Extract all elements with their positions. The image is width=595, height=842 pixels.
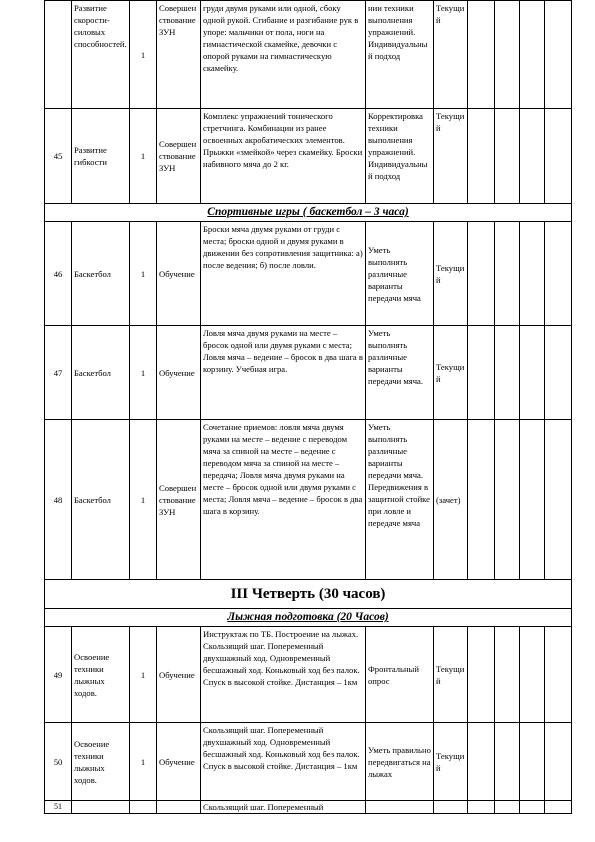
empty-cell	[495, 723, 520, 801]
empty-cell	[545, 326, 572, 420]
lesson-requirements: Уметь правильно передвигаться на лыжах	[366, 723, 434, 801]
empty-cell	[468, 1, 495, 109]
lesson-content: Скользящий шаг. Попеременный	[201, 801, 366, 814]
empty-cell	[468, 627, 495, 723]
empty-cell	[520, 627, 545, 723]
empty-cell	[520, 801, 545, 814]
lesson-number: 48	[45, 420, 72, 580]
empty-cell	[520, 222, 545, 326]
lesson-type: Обучение	[157, 326, 201, 420]
empty-cell	[468, 222, 495, 326]
empty-cell	[495, 326, 520, 420]
lesson-type: Совершенствование ЗУН	[157, 420, 201, 580]
lesson-content: Сочетание приемов: ловля мяча двумя руками на месте – ведение с переводом мяча за спиной на месте – ведение с переводом мяча за спиной на месте – передача; Ловля мяча двумя руками на месте – бросок одной или двумя руками с места; Ловля мяча – ведение – бросок в два шага в корзину.	[201, 420, 366, 580]
table-row	[45, 627, 572, 723]
empty-cell	[495, 801, 520, 814]
lesson-topic: Развитие гибкости	[72, 109, 130, 204]
lesson-number	[45, 1, 72, 109]
lesson-topic: Баскетбол	[72, 420, 130, 580]
lesson-number: 49	[45, 627, 72, 723]
empty-cell	[495, 222, 520, 326]
empty-cell	[520, 326, 545, 420]
table-row	[45, 222, 572, 326]
empty-cell	[495, 420, 520, 580]
empty-cell	[545, 1, 572, 109]
empty-cell	[468, 109, 495, 204]
lesson-requirements: нии техники выполнения упражнений. Индивидуальный подход	[366, 1, 434, 109]
lesson-content: Ловля мяча двумя руками на месте – бросок одной или двумя руками с места; Ловля мяча – ведение – бросок в два шага в корзину. Учебная игра.	[201, 326, 366, 420]
lesson-topic: Баскетбол	[72, 222, 130, 326]
lesson-topic: Освоение техники лыжных ходов.	[72, 723, 130, 801]
lesson-hours	[130, 801, 157, 814]
quarter-title: III Четверть (30 часов)	[45, 580, 572, 609]
lesson-requirements: Уметь выполнять различные варианты передачи мяча	[366, 222, 434, 326]
lesson-type: Обучение	[157, 627, 201, 723]
empty-cell	[495, 109, 520, 204]
lesson-requirements: Корректировка техники выполнения упражнений. Индивидуальный подход	[366, 109, 434, 204]
lesson-topic	[72, 801, 130, 814]
lesson-control: Текущий	[434, 1, 468, 109]
lesson-type: Совершенствование ЗУН	[157, 109, 201, 204]
lesson-type: Обучение	[157, 723, 201, 801]
lesson-type	[157, 801, 201, 814]
lesson-control: Текущий	[434, 723, 468, 801]
empty-cell	[520, 109, 545, 204]
section-title: Спортивные игры ( баскетбол – 3 часа)	[45, 204, 572, 222]
lesson-requirements: Уметь выполнять различные варианты передачи мяча. Передвижения в защитной стойке при ловле и передаче мяча	[366, 420, 434, 580]
empty-cell	[545, 109, 572, 204]
lesson-hours: 1	[130, 723, 157, 801]
table-row	[45, 801, 572, 814]
empty-cell	[545, 222, 572, 326]
lesson-content: Броски мяча двумя руками от груди с места; броски одной и двумя руками в движении без сопротивления защитника: а) после ведения; б) после ловли.	[201, 222, 366, 326]
table-row	[45, 109, 572, 204]
lesson-plan-table	[44, 0, 572, 814]
empty-cell	[545, 627, 572, 723]
empty-cell	[468, 326, 495, 420]
empty-cell	[520, 1, 545, 109]
lesson-content: Скользящий шаг. Попеременный двухшажный ход. Одновременный бесшажный ход. Коньковый ход без палок. Спуск в высокой стойке. Дистанция – 1км	[201, 723, 366, 801]
empty-cell	[468, 723, 495, 801]
lesson-hours: 1	[130, 109, 157, 204]
lesson-control: Текущий	[434, 326, 468, 420]
section-row	[45, 580, 572, 609]
empty-cell	[545, 420, 572, 580]
lesson-number: 51	[45, 801, 72, 814]
section-title: Лыжная подготовка (20 Часов)	[45, 609, 572, 627]
empty-cell	[520, 723, 545, 801]
empty-cell	[520, 420, 545, 580]
lesson-content: Комплекс упражнений тонического стретчинга. Комбинации из ранее освоенных акробатических элементов. Прыжки «змейкой» через скамейку. Броски набивного мяча до 2 кг.	[201, 109, 366, 204]
empty-cell	[545, 723, 572, 801]
empty-cell	[468, 420, 495, 580]
lesson-requirements: Фронтальный опрос	[366, 627, 434, 723]
table-row	[45, 326, 572, 420]
lesson-hours: 1	[130, 1, 157, 109]
empty-cell	[545, 801, 572, 814]
lesson-type: Совершенствование ЗУН	[157, 1, 201, 109]
lesson-control	[434, 801, 468, 814]
table-row	[45, 1, 572, 109]
lesson-topic: Развитие скорости-силовых способностей.	[72, 1, 130, 109]
lesson-number: 50	[45, 723, 72, 801]
lesson-hours: 1	[130, 420, 157, 580]
lesson-content: Инструктаж по ТБ. Построение на лыжах. Скользящий шаг. Попеременный двухшажный ход. Одновременный бесшажный ход. Коньковый ход без палок. Спуск в высокой стойке. Дистанция – 1км	[201, 627, 366, 723]
lesson-control: Текущий	[434, 109, 468, 204]
lesson-hours: 1	[130, 627, 157, 723]
lesson-hours: 1	[130, 326, 157, 420]
lesson-type: Обучение	[157, 222, 201, 326]
section-row	[45, 609, 572, 627]
lesson-control: Текущий	[434, 222, 468, 326]
lesson-topic: Баскетбол	[72, 326, 130, 420]
lesson-content: груди двумя руками или одной, сбоку одной рукой. Сгибание и разгибание рук в упоре: мальчики от пола, ноги на гимнастической скамейке, девочки с опорой руками на гимнастическую скамейку.	[201, 1, 366, 109]
table-row	[45, 723, 572, 801]
empty-cell	[468, 801, 495, 814]
table-row	[45, 420, 572, 580]
lesson-control: Текущий	[434, 627, 468, 723]
lesson-requirements	[366, 801, 434, 814]
empty-cell	[495, 1, 520, 109]
lesson-hours: 1	[130, 222, 157, 326]
lesson-control: (зачет)	[434, 420, 468, 580]
section-row	[45, 204, 572, 222]
empty-cell	[495, 627, 520, 723]
lesson-number: 45	[45, 109, 72, 204]
lesson-requirements: Уметь выполнять различные варианты передачи мяча.	[366, 326, 434, 420]
lesson-topic: Освоение техники лыжных ходов.	[72, 627, 130, 723]
lesson-number: 46	[45, 222, 72, 326]
lesson-number: 47	[45, 326, 72, 420]
